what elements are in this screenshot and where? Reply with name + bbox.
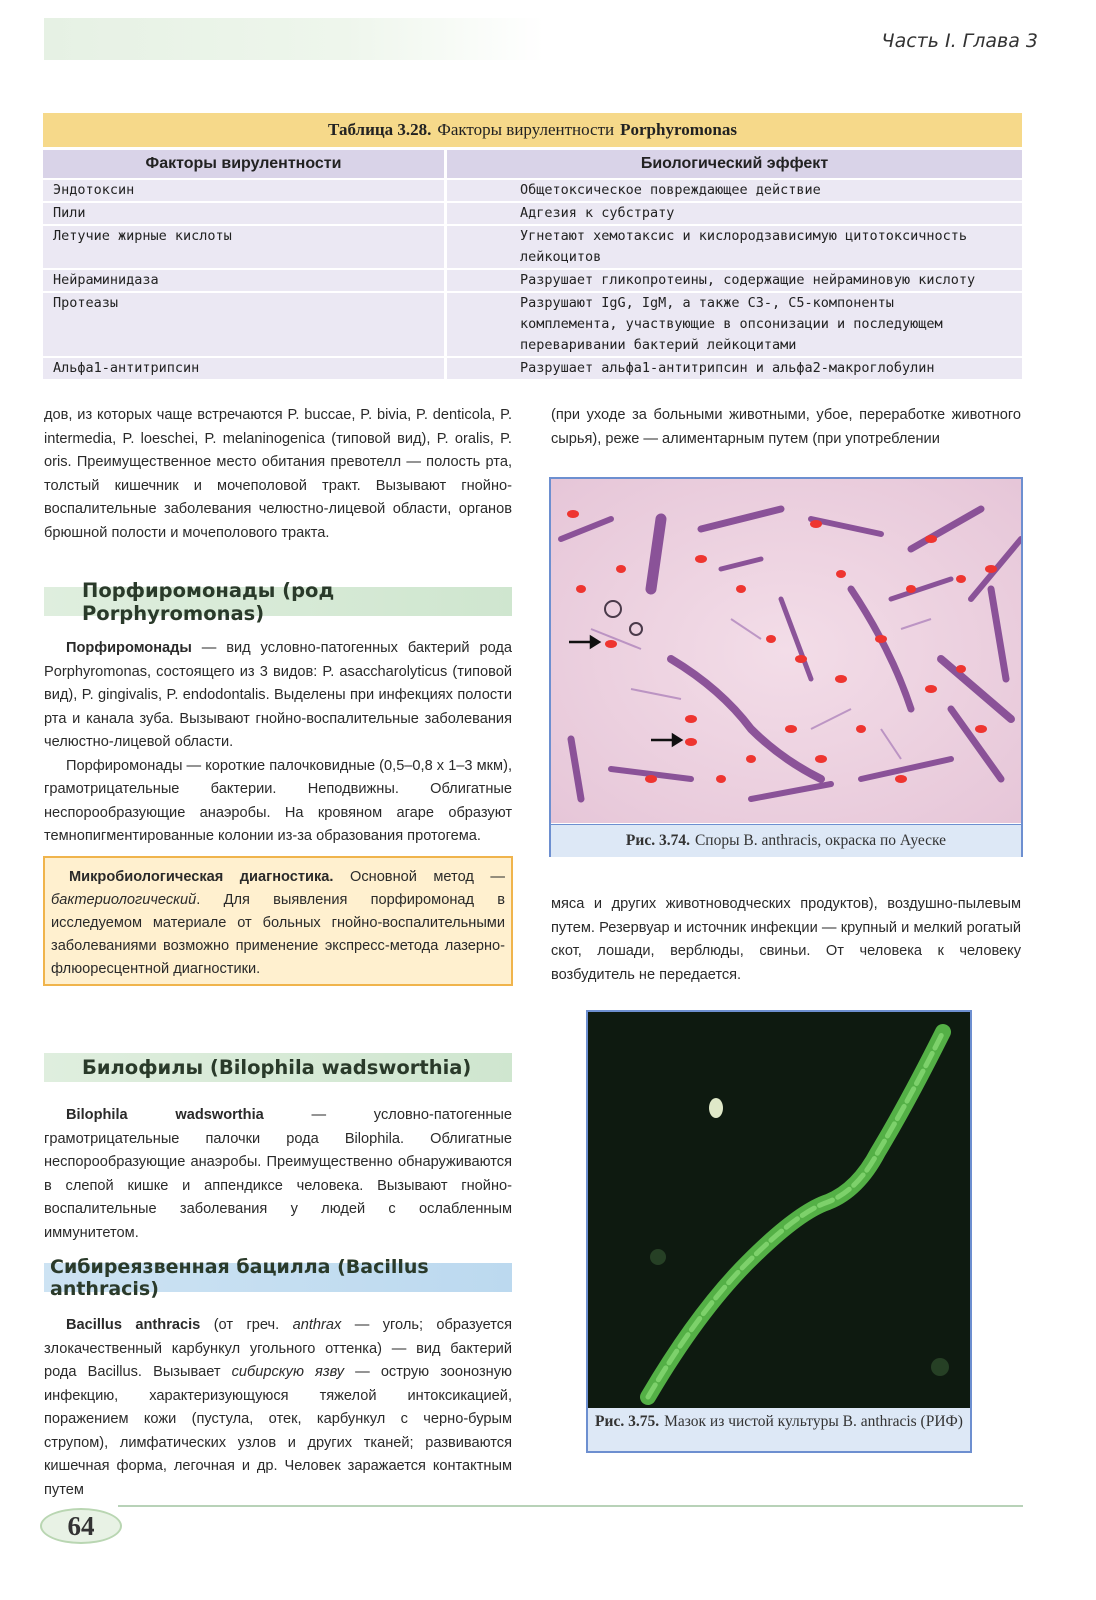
table-cell-effect: Угнетают хемотаксис и кислородзависимую цитотоксичность лейкоцитов xyxy=(447,226,1022,268)
table-row xyxy=(43,226,1022,268)
spores-micrograph xyxy=(551,479,1021,823)
table-row xyxy=(43,358,1022,379)
section-heading-porphyromonas: Порфиромонады (род Porphyromonas) xyxy=(44,587,512,616)
table-cell-effect: Адгезия к субстрату xyxy=(447,203,1022,224)
bilophila-text xyxy=(44,1104,512,1245)
body-text-span: — острую зоонозную инфекцию, характеризующуюся тяжелой интоксикацией, поражением кожи (пустула, отек, карбункул с черно-бурым струпом), лимфатических узлов и других тканей; развиваются кишечная форма, легочная и др. Человек заражается контактным путем xyxy=(44,1364,512,1498)
body-text xyxy=(44,1314,512,1502)
page-number: 64 xyxy=(40,1508,122,1544)
virulence-table xyxy=(43,113,1022,379)
body-text xyxy=(44,1104,512,1245)
body-text: дов, из которых чаще встречаются P. buccae, P. bivia, P. denticola, P. intermedia, P. loeschei, P. melaninogenica (типовой вид), P. oralis, P. oris. Преимущественное место обитания превотелл — полость рта, толстый кишечник и мочеполовой тракт. Вызывают гнойно-воспалительные заболевания челюстно-лицевой области, органов брюшной полости и мочеполового тракта. xyxy=(44,407,512,541)
italic-term: anthrax xyxy=(292,1317,342,1333)
figure-label: Рис. 3.75. xyxy=(595,1413,660,1430)
callout-text: . Для выявления порфиромонад в исследуемом материале от больных гнойно-воспалительными заболеваниями возможно применение экспресс-метода лазерно-флюоресцентной диагностики. xyxy=(51,892,505,977)
figure-3-74 xyxy=(549,477,1023,857)
table-row xyxy=(43,270,1022,291)
table-cell-effect: Общетоксическое повреждающее действие xyxy=(447,180,1022,201)
italic-term: сибирскую язву xyxy=(231,1364,345,1380)
table-row xyxy=(43,293,1022,356)
porphyromonas-text xyxy=(44,637,512,849)
table-header-factor: Факторы вирулентности xyxy=(43,150,444,178)
diagnostics-callout xyxy=(43,856,513,986)
figure-caption-text: Споры B. anthracis, окраска по Ауеске xyxy=(694,832,947,849)
table-cell-factor: Нейраминидаза xyxy=(43,270,444,291)
fluorescence-micrograph xyxy=(588,1012,970,1408)
body-text-span: — вид условно-патогенных бактерий рода Porphyromonas, состоящего из 3 видов: P. asaccharolyticus (типовой вид), P. gingivalis, P. endodontalis. Выделены при инфекциях полости рта и канала зуба. Вызывают гнойно-воспалительные заболевания челюстно-лицевой области. xyxy=(44,640,512,750)
body-text: Порфиромонады — короткие палочковидные (0,5–0,8 x 1–3 мкм), грамотрицательные бактерии. Неподвижны. Облигатные неспорообразующие анаэробы. На кровяном агаре образуют темнопигментированные колонии из-за образования протогема. xyxy=(44,757,512,844)
table-cell-factor: Альфа1-антитрипсин xyxy=(43,358,444,379)
term-bacillus: Bacillus anthracis xyxy=(66,1317,201,1333)
section-heading-anthrax: Сибиреязвенная бацилла (Bacillus anthracis) xyxy=(44,1263,512,1292)
anthrax-text xyxy=(44,1314,512,1502)
right-text-top xyxy=(551,404,1021,451)
body-text: (при уходе за больными животными, убое, переработке животного сырья), реже — алиментарным путем (при употреблении xyxy=(551,407,1021,447)
table-cell-effect: Разрушает альфа1-антитрипсин и альфа2-макроглобулин xyxy=(447,358,1022,379)
callout-text: Основной метод — xyxy=(333,869,505,885)
figure-label: Рис. 3.74. xyxy=(625,832,690,849)
table-title: Факторы вирулентности xyxy=(437,120,615,139)
table-cell-factor: Эндотоксин xyxy=(43,180,444,201)
body-text xyxy=(44,637,512,755)
term-porphyromonas: Порфиромонады xyxy=(66,640,192,656)
term-bilophila: Bilophila wadsworthia xyxy=(66,1107,264,1123)
table-cell-factor: Летучие жирные кислоты xyxy=(43,226,444,268)
figure-3-74-caption xyxy=(551,824,1021,857)
table-label: Таблица 3.28. xyxy=(328,120,432,139)
table-cell-factor: Протеазы xyxy=(43,293,444,356)
table-header-effect: Биологический эффект xyxy=(447,150,1022,178)
table-cell-effect: Разрушают IgG, IgM, а также С3-, С5-компоненты комплемента, участвующие в опсонизации и последующем переваривании бактерий лейкоцитами xyxy=(447,293,1022,356)
table-cell-factor: Пили xyxy=(43,203,444,224)
running-head: Часть I. Глава 3 xyxy=(881,30,1038,52)
body-text-span: (от греч. xyxy=(200,1317,293,1333)
table-caption xyxy=(43,113,1022,147)
header-band xyxy=(44,18,544,60)
table-organism: Porphyromonas xyxy=(620,120,737,139)
right-text-mid xyxy=(551,893,1021,987)
footer-rule xyxy=(118,1505,1023,1507)
callout-italic: бактериологический xyxy=(51,892,197,908)
table-header-row xyxy=(43,150,1022,178)
table-row xyxy=(43,180,1022,201)
figure-3-75-caption xyxy=(588,1410,970,1453)
body-text: мяса и других животноводческих продуктов), воздушно-пылевым путем. Резервуар и источник инфекции — крупный и мелкий рогатый скот, лошади, верблюды, свиньи. От человека к человеку возбудитель не передается. xyxy=(551,896,1021,983)
figure-3-75 xyxy=(586,1010,972,1453)
prevotella-paragraph xyxy=(44,404,512,545)
table-row xyxy=(43,203,1022,224)
figure-caption-text: Мазок из чистой культуры B. anthracis (РИФ) xyxy=(664,1413,963,1430)
body-text-span: — уголь; образуется злокачественный карбункул угольного оттенка) — вид бактерий рода Bacillus. Вызывает xyxy=(44,1317,512,1380)
table-cell-effect: Разрушает гликопротеины, содержащие нейраминовую кислоту xyxy=(447,270,1022,291)
body-text-span: — условно-патогенные грамотрицательные палочки рода Bilophila. Облигатные неспорообразующие анаэробы. Преимущественно обнаруживаются в слепой кишке и аппендиксе человека. Вызывают гнойно-воспалительные заболевания у людей с ослабленным иммунитетом. xyxy=(44,1107,512,1241)
section-heading-bilophila: Билофилы (Bilophila wadsworthia) xyxy=(44,1053,512,1082)
callout-title: Микробиологическая диагностика. xyxy=(69,869,334,885)
